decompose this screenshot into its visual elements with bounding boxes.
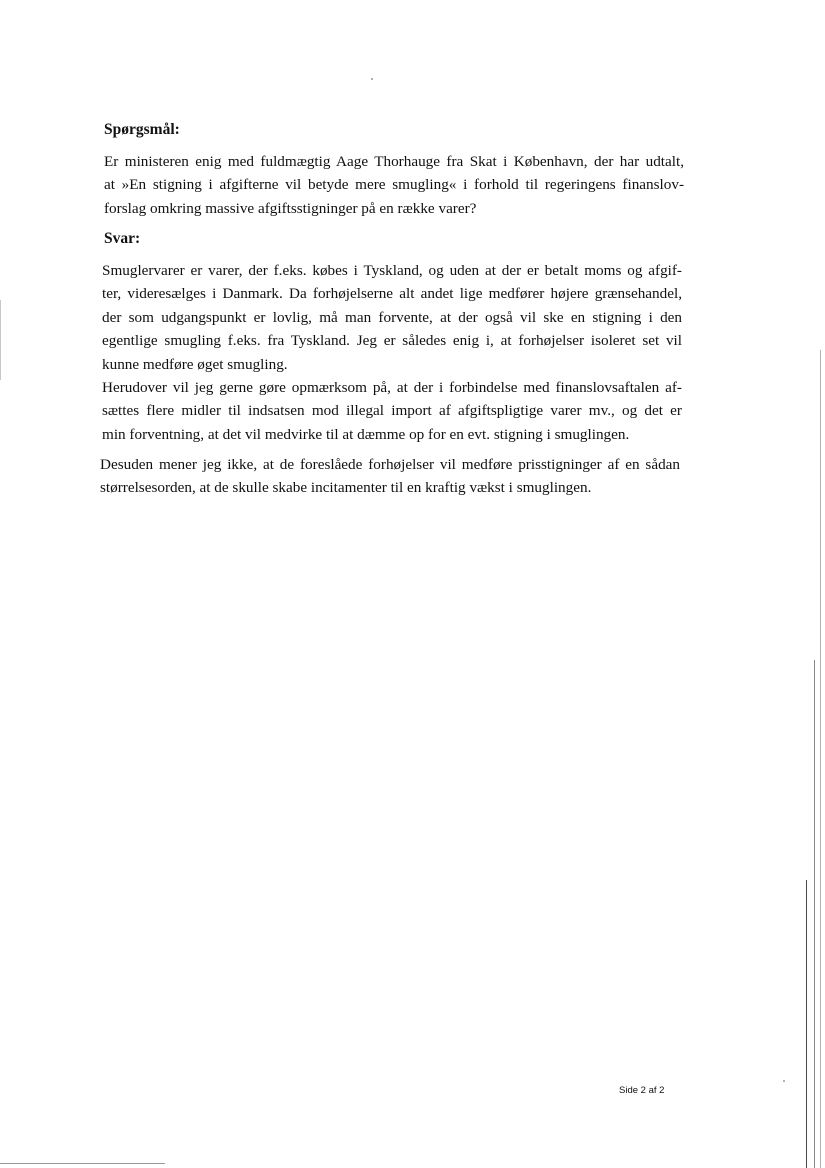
scan-speck: [783, 1080, 785, 1082]
answer-heading: Svar:: [104, 230, 141, 247]
answer-paragraph-3: [100, 453, 680, 500]
question-text: [104, 150, 684, 220]
answer-paragraph-1: [102, 259, 682, 376]
text-line: at »En stigning i afgifterne vil betyde mere smugling« i forhold til regeringens finanslov-: [104, 176, 684, 194]
text-line: kunne medføre øget smugling.: [102, 355, 288, 373]
scan-edge-line: [814, 660, 815, 1168]
text-line: ter, videresælges i Danmark. Da forhøjelserne alt andet lige medfører højere grænsehandel,: [102, 285, 682, 303]
scan-speck: [371, 78, 373, 80]
text-line: sættes flere midler til indsatsen mod illegal import af afgiftspligtige varer mv., og det er: [102, 402, 682, 420]
text-line: egentlige smugling f.eks. fra Tyskland. Jeg er således enig i, at forhøjelser isoleret set vil: [102, 332, 682, 350]
text-line: min forventning, at det vil medvirke til at dæmme op for en evt. stigning i smuglingen.: [102, 425, 630, 443]
text-line: størrelsesorden, at de skulle skabe incitamenter til en kraftig vækst i smuglingen.: [100, 479, 592, 497]
text-line: forslag omkring massive afgiftsstigninger på en række varer?: [104, 199, 477, 217]
text-line: Herudover vil jeg gerne gøre opmærksom på, at der i forbindelse med finanslovsaftalen af-: [102, 379, 682, 396]
text-line: Er ministeren enig med fuldmægtig Aage Thorhauge fra Skat i København, der har udtalt,: [104, 153, 684, 170]
question-heading: Spørgsmål:: [104, 121, 180, 138]
scan-edge-line: [806, 880, 807, 1168]
page-number: Side 2 af 2: [619, 1085, 665, 1096]
scan-edge-line: [0, 300, 1, 380]
answer-paragraph-2: [102, 376, 682, 446]
text-line: Desuden mener jeg ikke, at de foreslåede forhøjelser vil medføre prisstigninger af en sådan: [100, 456, 680, 473]
text-line: Smuglervarer er varer, der f.eks. købes i Tyskland, og uden at der er betalt moms og afgif-: [102, 262, 682, 279]
scan-edge-line: [820, 350, 821, 1168]
scan-edge-line: [0, 1163, 165, 1164]
text-line: der som udgangspunkt er lovlig, må man forvente, at der også vil ske en stigning i den: [102, 308, 682, 326]
